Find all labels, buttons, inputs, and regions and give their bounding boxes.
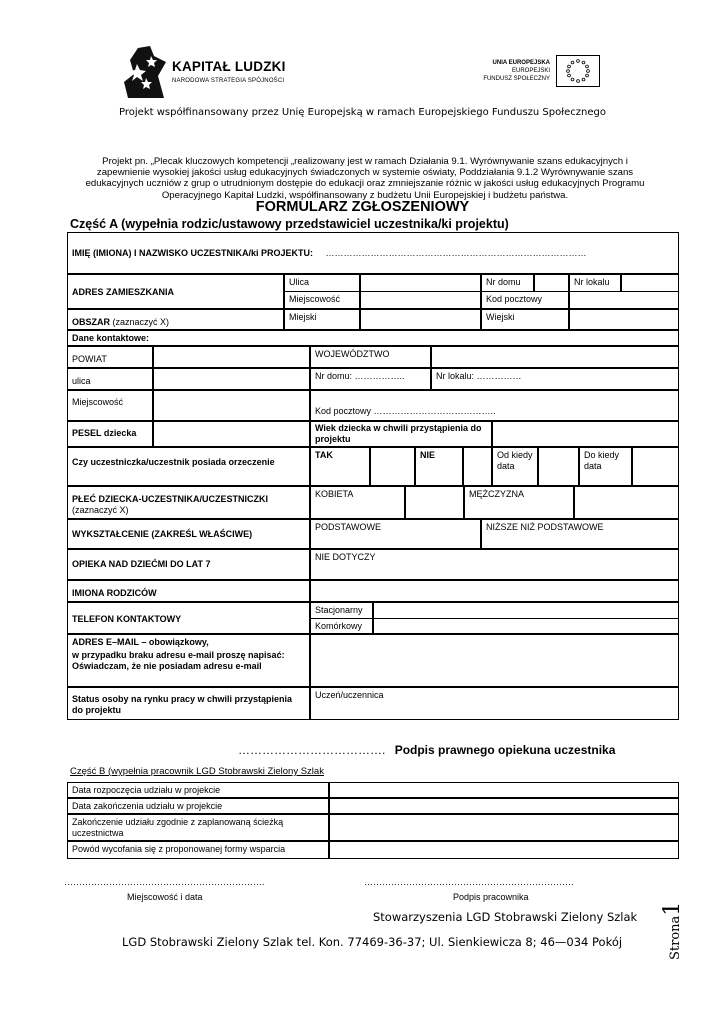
withdrawal-reason-field[interactable]: [329, 841, 679, 859]
flat-number-label: Nr lokalu: [569, 274, 621, 292]
urban-checkbox[interactable]: [360, 309, 481, 330]
contact-postal-code[interactable]: Kod pocztowy …………………………………..: [310, 390, 679, 421]
end-date-label: Data zakończenia udziału w projekcie: [67, 798, 329, 814]
gender-label-text: PŁEĆ DZIECKA-UCZESTNIKA/UCZESTNICZKI: [72, 494, 268, 504]
page-number: [660, 902, 685, 960]
email-label: [67, 634, 310, 687]
parents-names-field[interactable]: [310, 580, 679, 602]
contact-data-heading: Dane kontaktowe:: [67, 330, 679, 346]
start-date-label: Data rozpoczęcia udziału w projekcie: [67, 782, 329, 798]
kapital-ludzki-title: KAPITAŁ LUDZKI: [172, 59, 286, 74]
kapital-ludzki-subtitle: NARODOWA STRATEGIA SPÓJNOŚCI: [172, 78, 285, 84]
form-title: FORMULARZ ZGŁOSZENIOWY: [255, 199, 470, 215]
female-checkbox[interactable]: [405, 486, 464, 519]
kapital-ludzki-logo: [124, 46, 334, 100]
primary-education-option[interactable]: PODSTAWOWE: [310, 519, 481, 549]
eu-logo: [470, 55, 600, 89]
withdrawal-reason-label: Powód wycofania się z proponowanej formy wsparcia: [67, 841, 329, 859]
childcare-label: OPIEKA NAD DZIEĆMI DO LAT 7: [67, 549, 310, 580]
contact-flat-number[interactable]: Nr lokalu: ……………: [431, 368, 679, 390]
eu-logo-line3: FUNDUSZ SPOŁECZNY: [483, 76, 550, 82]
footer-address: LGD Stobrawski Zielony Szlak tel. Kon. 77469-36-37; Ul. Sienkiewicza 8; 46—034 Pokój: [122, 935, 623, 949]
mobile-field[interactable]: [373, 618, 679, 634]
area-label-text: OBSZAR: [72, 317, 110, 327]
page-word: Strona: [668, 915, 683, 960]
male-label: MĘŻCZYZNA: [464, 486, 574, 519]
since-date-field[interactable]: [538, 447, 579, 486]
participant-name-label: IMIĘ (IMIONA) I NAZWISKO UCZESTNIKA/ki PROJEKTU:: [72, 248, 314, 258]
district-label: POWIAT: [67, 346, 153, 368]
guardian-signature-label: Podpis prawnego opiekuna uczestnika: [394, 743, 616, 757]
street-field[interactable]: [360, 274, 481, 292]
no-label: NIE: [415, 447, 463, 486]
address-label: ADRES ZAMIESZKANIA: [67, 274, 284, 309]
district-field[interactable]: [153, 346, 310, 368]
landline-label: Stacjonarny: [310, 602, 373, 619]
end-date-field[interactable]: [329, 798, 679, 814]
until-date-label: Do kiedy data: [579, 447, 632, 486]
participant-name-dots: ……………………………………………………………………………: [325, 248, 587, 258]
eu-flag-icon: [556, 55, 600, 87]
student-status-option[interactable]: Uczeń/uczennica: [310, 687, 679, 720]
rural-label: Wiejski: [481, 309, 569, 330]
education-label: WYKSZTAŁCENIE (ZAKREŚL WŁAŚCIWE): [67, 519, 310, 549]
not-applicable-option[interactable]: NIE DOTYCZY: [310, 549, 679, 580]
voivodeship-field[interactable]: [431, 346, 679, 368]
contact-street-field[interactable]: [153, 368, 310, 390]
page-number-value: 1: [660, 901, 685, 916]
contact-street-label: ulica: [67, 368, 153, 390]
yes-label: TAK: [310, 447, 370, 486]
contact-city-label: Miejscowość: [67, 390, 153, 421]
completion-label: Zakończenie udziału zgodnie z zaplanowaną ścieżką uczestnictwa: [67, 814, 329, 841]
age-field[interactable]: [492, 421, 679, 447]
urban-label: Miejski: [284, 309, 360, 330]
email-field[interactable]: [310, 634, 679, 687]
city-label: Miejscowość: [284, 291, 360, 309]
part-b-heading: Część B (wypełnia pracownik LGD Stobrawski Zielony Szlak: [70, 766, 324, 777]
employee-signature-label: Podpis pracownika: [453, 892, 529, 902]
age-label: Wiek dziecka w chwili przystąpienia do projektu: [310, 421, 492, 447]
pesel-label: PESEL dziecka: [67, 421, 153, 447]
cofinancing-statement: Projekt współfinansowany przez Unię Europejską w ramach Europejskiego Funduszu Społecznego: [119, 107, 606, 118]
footer-organization: Stowarzyszenia LGD Stobrawski Zielony Szlak: [373, 910, 638, 924]
gender-label: [67, 486, 310, 519]
participant-name-row[interactable]: [67, 232, 679, 274]
house-number-field[interactable]: [534, 274, 569, 292]
part-a-heading: Część A (wypełnia rodzic/ustawowy przedstawiciel uczestnika/ki projektu): [70, 217, 509, 231]
flat-number-field[interactable]: [621, 274, 679, 292]
contact-house-number[interactable]: Nr domu: ……………..: [310, 368, 431, 390]
male-checkbox[interactable]: [574, 486, 679, 519]
landline-field[interactable]: [373, 602, 679, 619]
no-checkbox[interactable]: [463, 447, 492, 486]
street-label: Ulica: [284, 274, 360, 292]
rural-checkbox[interactable]: [569, 309, 679, 330]
labour-market-status-label: Status osoby na rynku pracy w chwili przystąpienia do projektu: [67, 687, 310, 720]
phone-label: TELEFON KONTAKTOWY: [67, 602, 310, 634]
female-label: KOBIETA: [310, 486, 405, 519]
email-label-text: ADRES E–MAIL – obowiązkowy,: [72, 637, 209, 647]
below-primary-education-option[interactable]: NIŻSZE NIŻ PODSTAWOWE: [481, 519, 679, 549]
disability-certificate-label: Czy uczestniczka/uczestnik posiada orzeczenie: [67, 447, 310, 486]
gender-note: (zaznaczyć X): [72, 505, 129, 515]
place-date-dots[interactable]: ………………………………………………………….: [64, 877, 265, 887]
until-date-field[interactable]: [632, 447, 679, 486]
email-note: w przypadku braku adresu e-mail proszę napisać: Oświadczam, że nie posiadam adresu e-mail: [72, 650, 285, 671]
postal-code-field[interactable]: [569, 291, 679, 309]
since-date-label: Od kiedy data: [492, 447, 538, 486]
city-field[interactable]: [360, 291, 481, 309]
parents-names-label: IMIONA RODZICÓW: [67, 580, 310, 602]
guardian-signature: [238, 743, 615, 757]
eu-logo-line1: UNIA EUROPEJSKA: [492, 60, 550, 66]
project-intro: Projekt pn. „Plecak kluczowych kompetencji „realizowany jest w ramach Działania 9.1. Wyrównywanie szans edukacyjnych i zapewnienie wysokiej jakości usług edukacyjnych świadczonych w systemie oświaty, Poddziałania 9.1.2 Wyrównywanie szans edukacyjnych uczniów z grup o utrudnionym dostępie do edukacji oraz zmniejszanie różnic w jakości usług edukacyjnych Programu Operacyjnego Kapitał Ludzki, współfinansowany z budżetu Unii Europejskiej i budżetu państwa.: [85, 156, 645, 201]
place-date-label: Miejscowość i data: [127, 892, 203, 902]
voivodeship-label: WOJEWÓDZTWO: [310, 346, 431, 368]
area-label: [67, 309, 284, 330]
postal-code-label: Kod pocztowy: [481, 291, 569, 309]
start-date-field[interactable]: [329, 782, 679, 798]
mobile-label: Komórkowy: [310, 618, 373, 634]
area-note: (zaznaczyć X): [112, 317, 170, 327]
eu-logo-text: [483, 59, 550, 83]
yes-checkbox[interactable]: [370, 447, 415, 486]
employee-signature-dots[interactable]: …………………………………………………………….: [364, 877, 574, 887]
house-number-label: Nr domu: [481, 274, 534, 292]
contact-city-field[interactable]: [153, 390, 310, 421]
kapital-ludzki-emblem-icon: [124, 46, 168, 100]
completion-field[interactable]: [329, 814, 679, 841]
guardian-signature-dots[interactable]: ……………………………….: [238, 743, 386, 757]
eu-logo-line2: EUROPEJSKI: [511, 68, 550, 74]
pesel-field[interactable]: [153, 421, 310, 447]
